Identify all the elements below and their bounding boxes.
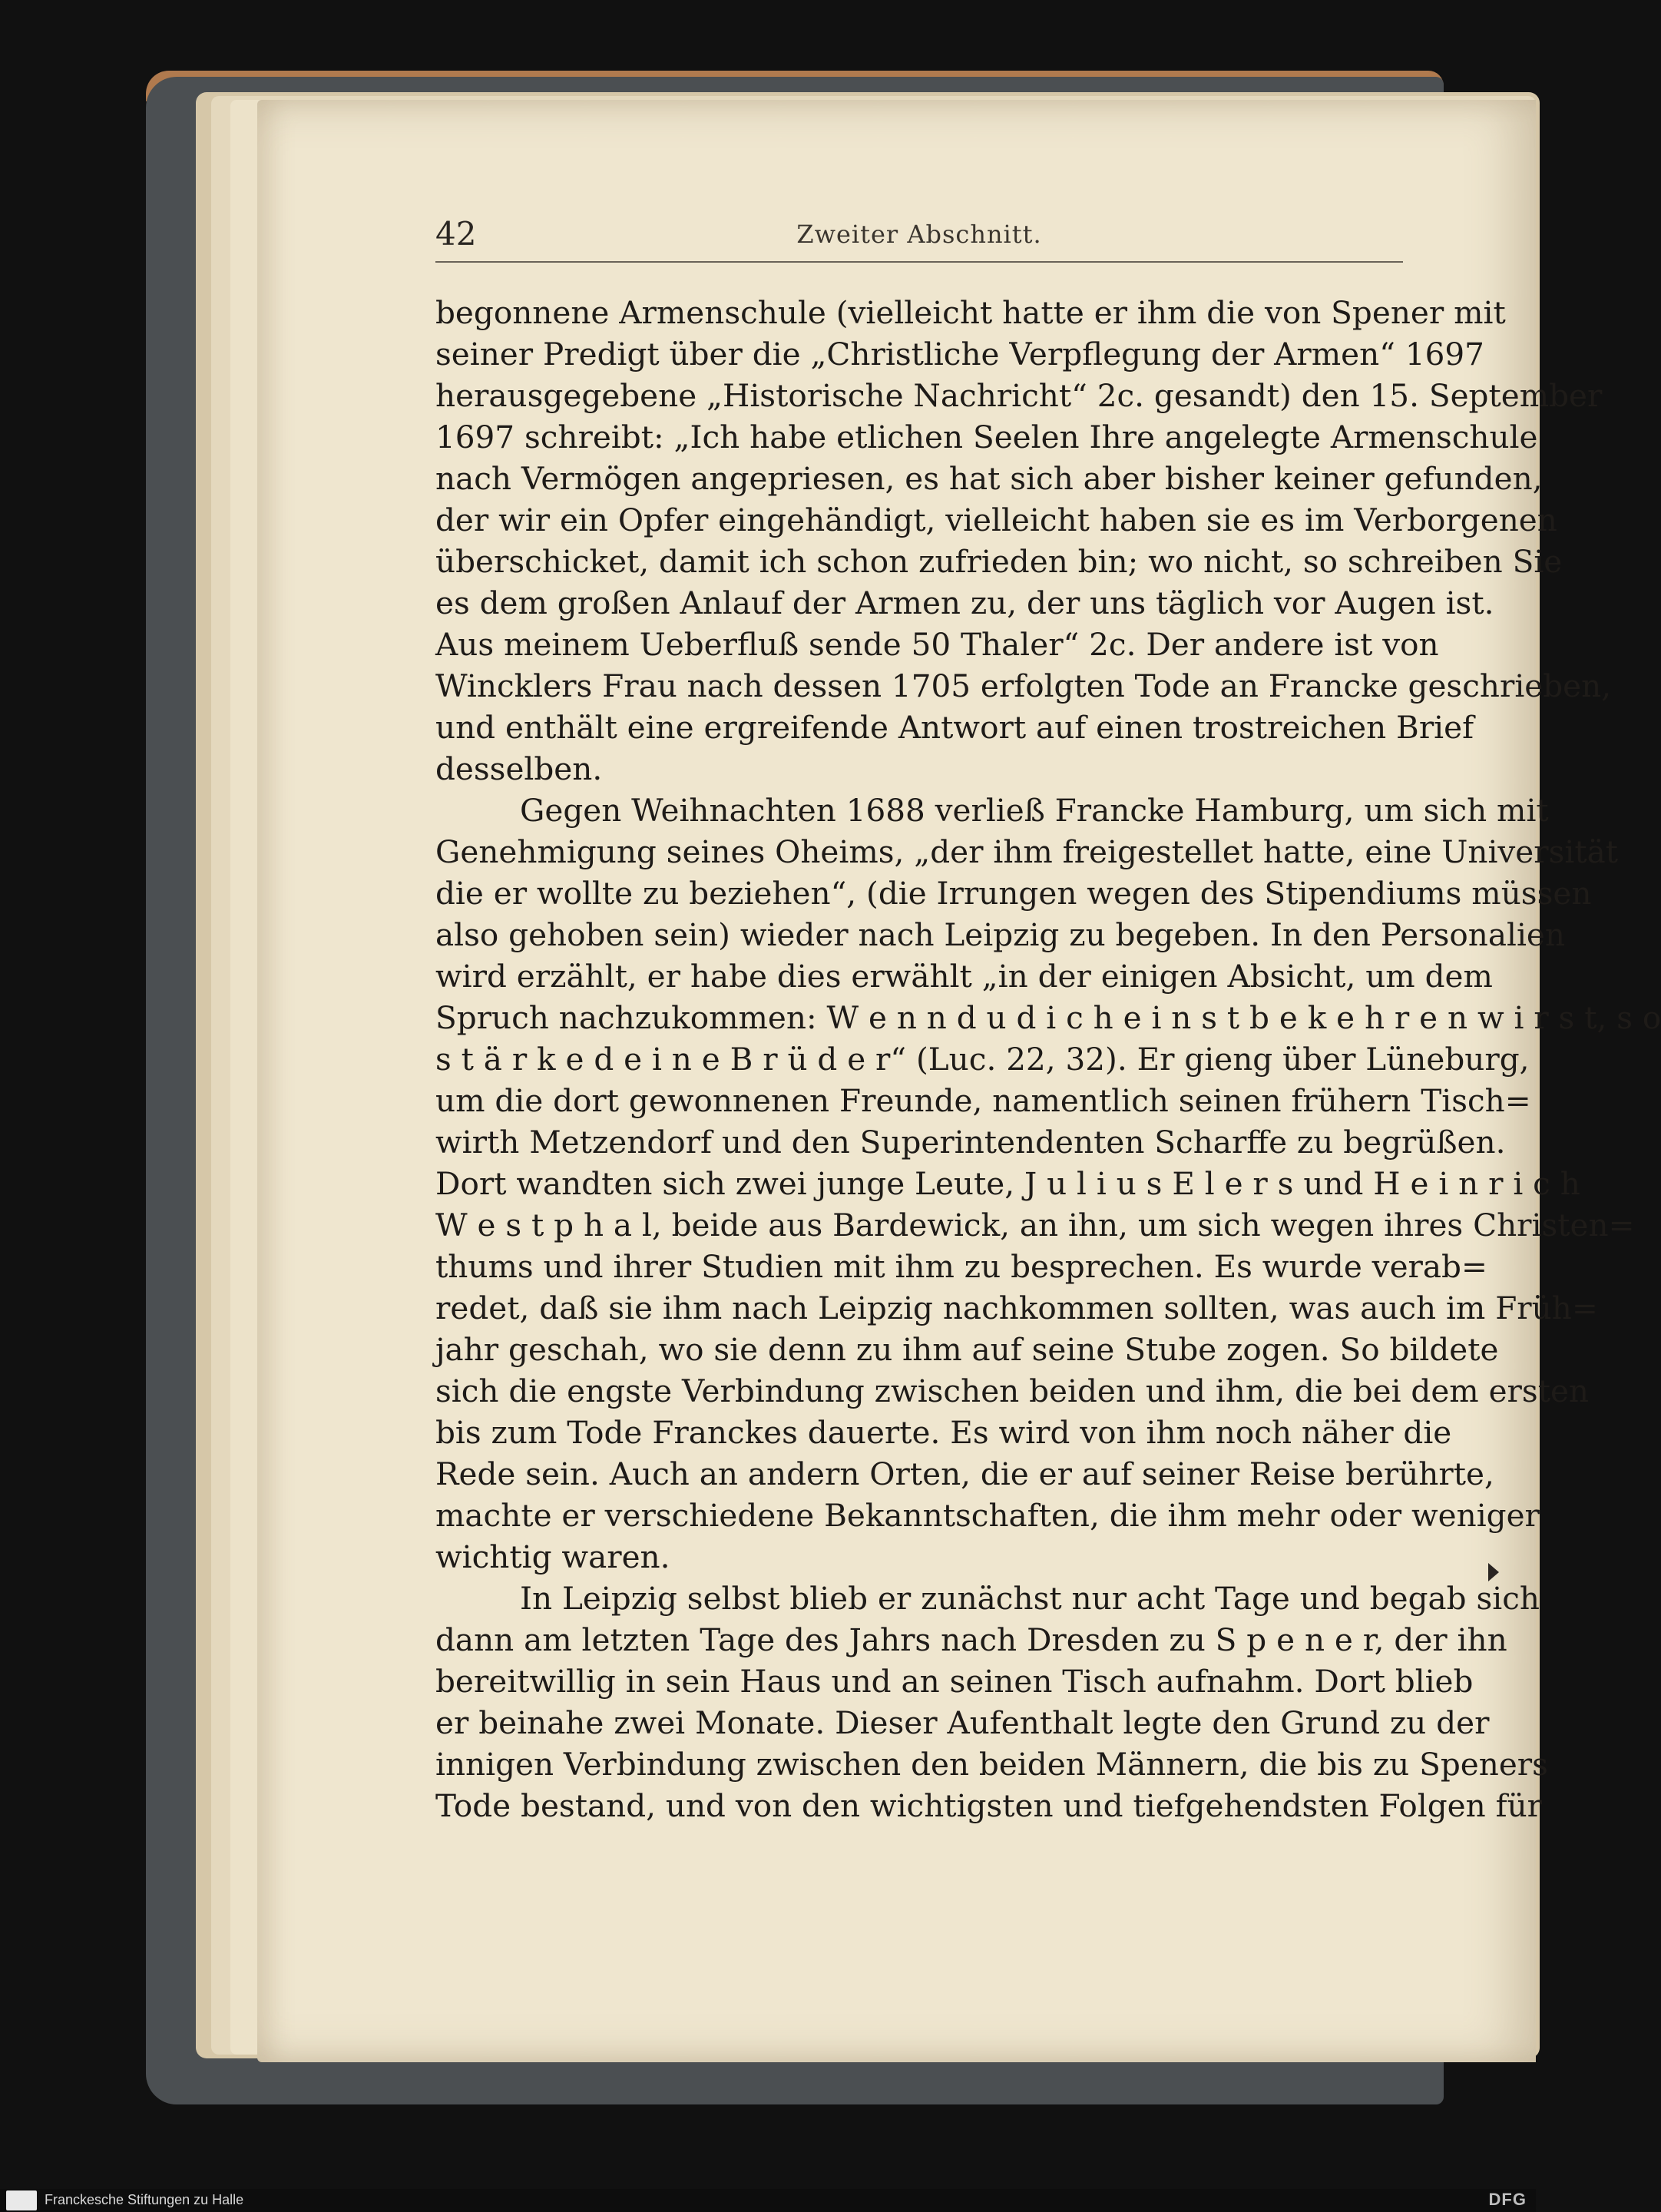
text-line: der wir ein Opfer eingehändigt, vielleicht haben sie es im Verborgenen: [435, 502, 1557, 538]
text-line: Dort wandten sich zwei junge Leute, J u l i u s E l e r s und H e i n r i c h: [435, 1165, 1580, 1202]
text-line: W e s t p h a l, beide aus Bardewick, an ihn, um sich wegen ihres Christen=: [435, 1207, 1635, 1243]
text-line: Gegen Weihnachten 1688 verließ Francke Hamburg, um sich mit: [520, 792, 1549, 829]
text-line: machte er verschiedene Bekanntschaften, die ihm mehr oder weniger: [435, 1497, 1540, 1534]
text-line: s t ä r k e d e i n e B r ü d e r“ (Luc. 22, 32). Er gieng über Lüneburg,: [435, 1041, 1530, 1078]
text-line: In Leipzig selbst blieb er zunächst nur acht Tage und begab sich: [520, 1580, 1540, 1617]
text-line: wichtig waren.: [435, 1538, 670, 1575]
text-line: dann am letzten Tage des Jahrs nach Dresden zu S p e n e r, der ihn: [435, 1621, 1507, 1658]
text-line: also gehoben sein) wieder nach Leipzig zu begeben. In den Personalien: [435, 916, 1565, 953]
text-line: Wincklers Frau nach dessen 1705 erfolgten Tode an Francke geschrieben,: [435, 667, 1612, 704]
institution-logo-icon: [6, 2190, 37, 2210]
text-line: überschicket, damit ich schon zufrieden bin; wo nicht, so schreiben Sie: [435, 543, 1563, 580]
institution-name: Franckesche Stiftungen zu Halle: [45, 2192, 244, 2207]
text-line: seiner Predigt über die „Christliche Verpflegung der Armen“ 1697: [435, 336, 1484, 373]
text-line: redet, daß sie ihm nach Leipzig nachkommen sollten, was auch im Früh=: [435, 1290, 1598, 1326]
text-line: Aus meinem Ueberfluß sende 50 Thaler“ 2c. Der andere ist von: [435, 626, 1439, 663]
page-edge-marker: [1488, 1563, 1499, 1581]
text-line: jahr geschah, wo sie denn zu ihm auf seine Stube zogen. So bildete: [435, 1331, 1499, 1368]
running-head: [435, 215, 1403, 263]
text-line: Spruch nachzukommen: W e n n d u d i c h e i n s t b e k e h r e n w i r s t, s o: [435, 999, 1661, 1036]
text-line: die er wollte zu beziehen“, (die Irrungen wegen des Stipendiums müssen: [435, 875, 1592, 912]
text-line: bereitwillig in sein Haus und an seinen Tisch aufnahm. Dort blieb: [435, 1663, 1474, 1700]
text-line: es dem großen Anlauf der Armen zu, der uns täglich vor Augen ist.: [435, 584, 1494, 621]
dfg-logo: DFG: [1488, 2190, 1527, 2209]
text-line: Rede sein. Auch an andern Orten, die er auf seiner Reise berührte,: [435, 1455, 1494, 1492]
text-line: desselben.: [435, 750, 603, 787]
text-line: wirth Metzendorf und den Superintendenten Scharffe zu begrüßen.: [435, 1124, 1506, 1161]
chapter-title: Zweiter Abschnitt.: [796, 220, 1042, 249]
text-line: herausgegebene „Historische Nachricht“ 2c. gesandt) den 15. September: [435, 377, 1603, 414]
text-line: begonnene Armenschule (vielleicht hatte er ihm die von Spener mit: [435, 294, 1506, 331]
page-number: 42: [435, 215, 477, 253]
text-line: um die dort gewonnenen Freunde, namentlich seinen frühern Tisch=: [435, 1082, 1531, 1119]
text-line: nach Vermögen angepriesen, es hat sich aber bisher keiner gefunden,: [435, 460, 1543, 497]
text-line: innigen Verbindung zwischen den beiden Männern, die bis zu Speners: [435, 1746, 1548, 1783]
text-line: bis zum Tode Franckes dauerte. Es wird von ihm noch näher die: [435, 1414, 1452, 1451]
text-line: Tode bestand, und von den wichtigsten und tiefgehendsten Folgen für: [435, 1787, 1543, 1824]
text-line: sich die engste Verbindung zwischen beiden und ihm, die bei dem ersten: [435, 1373, 1590, 1409]
text-line: er beinahe zwei Monate. Dieser Aufenthalt legte den Grund zu der: [435, 1704, 1490, 1741]
body-text: [435, 292, 1661, 1826]
text-line: Genehmigung seines Oheims, „der ihm freigestellet hatte, eine Universität: [435, 833, 1619, 870]
text-line: thums und ihrer Studien mit ihm zu besprechen. Es wurde verab=: [435, 1248, 1487, 1285]
text-line: und enthält eine ergreifende Antwort auf einen trostreichen Brief: [435, 709, 1474, 746]
text-line: wird erzählt, er habe dies erwählt „in der einigen Absicht, um dem: [435, 958, 1493, 995]
text-line: 1697 schreibt: „Ich habe etlichen Seelen Ihre angelegte Armenschule: [435, 419, 1538, 455]
